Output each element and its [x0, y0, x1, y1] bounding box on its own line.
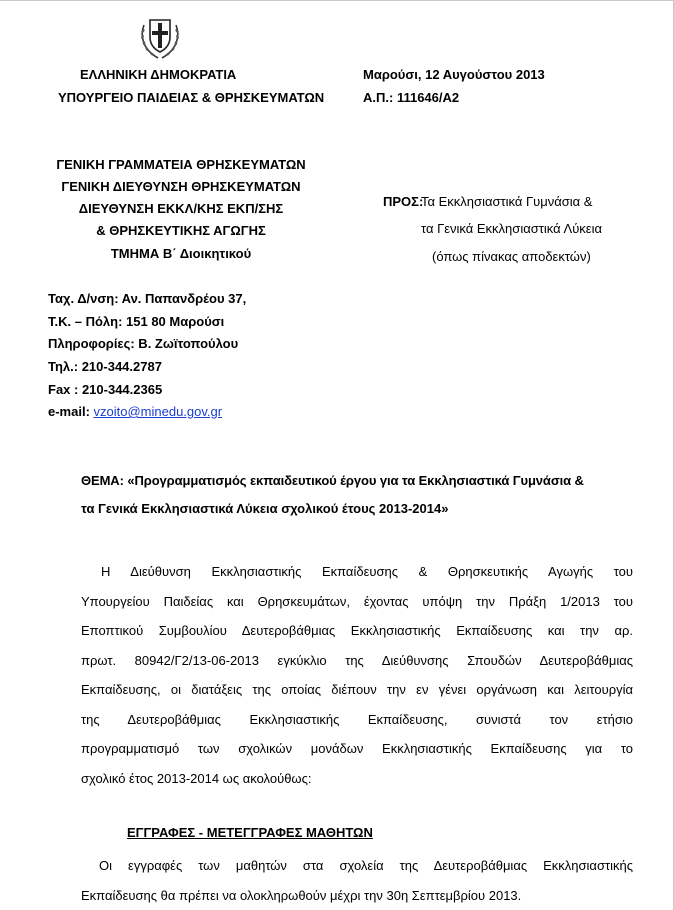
- contact-fax: Fax : 210-344.2365: [48, 382, 163, 397]
- paragraph-line: της Δευτεροβάθμιας Εκκλησιαστικής Εκπαίδευσης, συνιστά τον ετήσιο: [81, 711, 633, 727]
- department-line: ΓΕΝΙΚΗ ΓΡΑΜΜΑΤΕΙΑ ΘΡΗΣΚΕΥΜΑΤΩΝ: [56, 157, 306, 172]
- paragraph-line: προγραμματισμό των σχολικών μονάδων Εκκλησιαστικής Εκπαίδευσης για το: [81, 741, 633, 756]
- contact-phone: Τηλ.: 210-344.2787: [48, 359, 162, 374]
- paragraph-line: πρωτ. 80942/Γ2/13-06-2013 εγκύκλιο της Διεύθυνσης Σπουδών Δευτεροβάθμιας: [81, 652, 633, 668]
- paragraph-line: σχολικό έτος 2013-2014 ως ακολούθως:: [81, 770, 312, 786]
- document-date: Μαρούσι, 12 Αυγούστου 2013: [363, 67, 545, 82]
- contact-postal: Τ.Κ. – Πόλη: 151 80 Μαρούσι: [48, 314, 225, 329]
- body-paragraph: [81, 557, 633, 793]
- section-heading: ΕΓΓΡΑΦΕΣ - ΜΕΤΕΓΓΡΑΦΕΣ ΜΑΘΗΤΩΝ: [127, 825, 373, 840]
- department-line: ΤΜΗΜΑ Β΄ Διοικητικού: [110, 246, 252, 261]
- paragraph-line: Υπουργείου Παιδείας και Θρησκευμάτων, έχοντας υπόψη την Πράξη 1/2013 του: [81, 593, 633, 609]
- contact-email-label: e-mail:: [48, 404, 94, 419]
- department-line: ΓΕΝΙΚΗ ΔΙΕΥΘΥΝΣΗ ΘΡΗΣΚΕΥΜΑΤΩΝ: [61, 179, 301, 194]
- paragraph-line: Εκπαίδευσης θα πρέπει να ολοκληρωθούν μέχρι την 30η Σεπτεμβρίου 2013.: [81, 887, 522, 903]
- contact-email-link[interactable]: vzoito@minedu.gov.gr: [93, 404, 223, 419]
- paragraph-line: Η Διεύθυνση Εκκλησιαστικής Εκπαίδευσης & Θρησκευτικής Αγωγής του: [101, 564, 633, 579]
- contact-info: Πληροφορίες: Β. Ζωϊτοπούλου: [48, 336, 239, 351]
- subject-line: ΘΕΜΑ: «Προγραμματισμός εκπαιδευτικού έργου για τα Εκκλησιαστικά Γυμνάσια &: [81, 473, 584, 488]
- header-line: ΥΠΟΥΡΓΕΙΟ ΠΑΙΔΕΙΑΣ & ΘΡΗΣΚΕΥΜΑΤΩΝ: [58, 90, 325, 105]
- greek-coat-of-arms-icon: [138, 15, 182, 61]
- department-line: & ΘΡΗΣΚΕΥΤΙΚΗΣ ΑΓΩΓΗΣ: [96, 223, 266, 238]
- recipient-line: τα Γενικά Εκκλησιαστικά Λύκεια: [421, 221, 603, 236]
- paragraph-line: Εκπαίδευσης, οι διατάξεις της οποίας διέπουν την εν γένει οργάνωση και λειτουργία: [81, 682, 633, 697]
- recipient-line: Τα Εκκλησιαστικά Γυμνάσια &: [421, 194, 593, 209]
- paragraph-line: Εποπτικού Συμβουλίου Δευτεροβάθμιας Εκκλησιαστικής Εκπαίδευσης και την αρ.: [81, 623, 633, 638]
- recipient-label: ΠΡΟΣ:: [383, 194, 424, 209]
- protocol-number: Α.Π.: 111646/Α2: [363, 90, 460, 105]
- recipient-line: (όπως πίνακας αποδεκτών): [432, 249, 591, 264]
- department-line: ΔΙΕΥΘΥΝΣΗ ΕΚΚΛ/ΚΗΣ ΕΚΠ/ΣΗΣ: [78, 201, 284, 216]
- contact-address: Ταχ. Δ/νση: Αν. Παπανδρέου 37,: [48, 291, 247, 306]
- body-paragraph: [81, 851, 633, 910]
- header-line: ΕΛΛΗΝΙΚΗ ΔΗΜΟΚΡΑΤΙΑ: [80, 67, 237, 82]
- contact-email-row: [48, 404, 222, 419]
- paragraph-line: Οι εγγραφές των μαθητών στα σχολεία της Δευτεροβάθμιας Εκκλησιαστικής: [99, 858, 633, 873]
- subject-line: τα Γενικά Εκκλησιαστικά Λύκεια σχολικού έτους 2013-2014»: [81, 501, 449, 516]
